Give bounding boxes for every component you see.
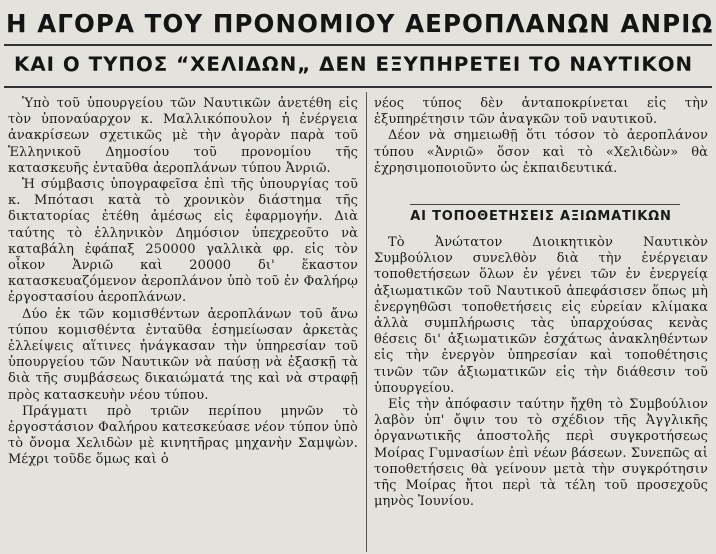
paragraph: Πράγματι πρὸ τριῶν περίπου μηνῶν τὸ ἐργοστάσιον Φαλήρου κατεσκεύασε νέον τύπον ὑπὸ τὸ ὄνομα Χελιδὼν μὲ κινητῆρας μηχανὴν Σαμψὼν. Μέχρι τοῦδε ὅμως καὶ ὁ — [8, 403, 358, 468]
paragraph: νέος τύπος δὲν ἀνταποκρίνεται εἰς τὴν ἐξυπηρέτησιν τῶν ἀναγκῶν τοῦ ναυτικοῦ. — [374, 96, 708, 128]
paragraph: Τὸ Ἀνώτατον Διοικητικὸν Ναυτικὸν Συμβούλιον συνελθὸν διὰ τὴν ἐνέργειαν τοποθετήσεων ὅλων ἐν γένει τῶν ἐν ἐνεργείᾳ ἀξιωματικῶν τοῦ Ναυτικοῦ ἀπεφάσισεν ὅπως μὴ ἐνεργηθῶσι τοποθετήσεις εἰς εὐρείαν κλίμακα ἀλλὰ συμπλήρωσις τὰς ὑπαρχούσας κενὰς θέσεις δι' ἀξιωματικῶν ἐσχάτως ἀνακληθέντων εἰς τὴν ἐνεργὸν ὑπηρεσίαν καὶ τοποθέτησις τινῶν τῶν ἀξιωματικῶν εἰς τὴν διάθεσιν τοῦ ὑπουργείου. — [374, 235, 708, 396]
paragraph: Ἡ σύμβασις ὑπογραφεῖσα ἐπὶ τῆς ὑπουργίας τοῦ κ. Μπότασι κατὰ τὸ χρονικὸν διάστημα τῆς δικτατορίας ἐτέθη ἀμέσως εἰς ἐφαρμογήν. Διὰ ταύτης τὸ ἑλληνικὸν Δημόσιον ὑπεχρεοῦτο νὰ καταβάλη ἐφάπαξ 250000 γαλλικὰ φρ. εἰς τὸν οἶκον Ἀνριῶ καὶ 20000 δι' ἕκαστον κατασκευαζόμενον ἀεροπλάνον ὑπὸ τοῦ ἐν Φαλήρῳ ἐργοστασίου ἀεροπλάνων. — [8, 177, 358, 306]
paragraph: Δύο ἐκ τῶν κομισθέντων ἀεροπλάνων τοῦ ἄνω τύπου κομισθέντα ἐνταῦθα ἐσημείωσαν ἀρκετὰς ἐλλείψεις αἵτινες ἠνάγκασαν τὴν ὑπηρεσίαν τοῦ ὑπουργείου τῶν Ναυτικῶν νὰ παύσῃ νὰ ἐξασκῇ τὰ διὰ τῆς συμβάσεως δικαιώματά της καὶ νὰ στραφῇ πρὸς κατασκευὴν νέου τύπου. — [8, 306, 358, 403]
article-left-column — [8, 96, 358, 469]
paragraph: Εἰς τὴν ἀπόφασιν ταύτην ἤχθη τὸ Συμβούλιον λαβὸν ὑπ' ὄψιν του τὸ σχέδιον τῆς Ἀγγλικῆς ὀργανωτικῆς ἀποστολῆς περὶ συγκροτήσεως Μοίρας Γυμνασίων ἐπὶ νέων βάσεων. Συνεπῶς αἱ τοποθετήσεις θὰ γείνουν μετὰ τὴν συγκρότησιν τῆς Μοίρας ἤτοι περὶ τὰ τέλη τοῦ προσεχοῦς μηνὸς Ἰουνίου. — [374, 397, 708, 510]
sub-headline: ΚΑΙ Ο ΤΥΠΟΣ “ΧΕΛΙΔΩΝ„ ΔΕΝ ΕΞΥΠΗΡΕΤΕΙ ΤΟ ΝΑΥΤΙΚΟΝ — [14, 53, 694, 76]
section-subheading: ΑΙ ΤΟΠΟΘΕΤΗΣΕΙΣ ΑΞΙΩΜΑΤΙΚΩΝ — [410, 209, 672, 224]
article-right-column-bottom — [374, 235, 708, 510]
paragraph: Δέον νὰ σημειωθῇ ὅτι τόσον τὸ ἀεροπλάνον τύπου «Ἀνριῶ» ὅσον καὶ τὸ «Χελιδὼν» θὰ ἐχρησιμοποιοῦντο ὡς ἐκπαιδευτικά. — [374, 128, 708, 176]
headline-rule — [4, 44, 712, 46]
subheading-rule — [410, 204, 680, 205]
main-headline: Η ΑΓΟΡΑ ΤΟΥ ΠΡΟΝΟΜΙΟΥ ΑΕΡΟΠΛΑΝΩΝ ΑΝΡΙΩ — [6, 9, 714, 38]
header-bottom-rule — [4, 86, 712, 88]
paragraph: Ὑπὸ τοῦ ὑπουργείου τῶν Ναυτικῶν ἀνετέθη εἰς τὸν ὑποναύαρχον κ. Μαλλικόπουλον ἡ ἐνέργεια ἀνακρίσεων σχετικῶς μὲ τὴν ἀγορὰν παρὰ τοῦ Ἑλληνικοῦ Δημοσίου τοῦ προνομίου τῆς κατασκευῆς ἐνταῦθα ἀεροπλάνων τύπου Ἀνριῶ. — [8, 96, 358, 176]
article-right-column-top — [374, 96, 708, 177]
column-divider — [366, 92, 367, 552]
